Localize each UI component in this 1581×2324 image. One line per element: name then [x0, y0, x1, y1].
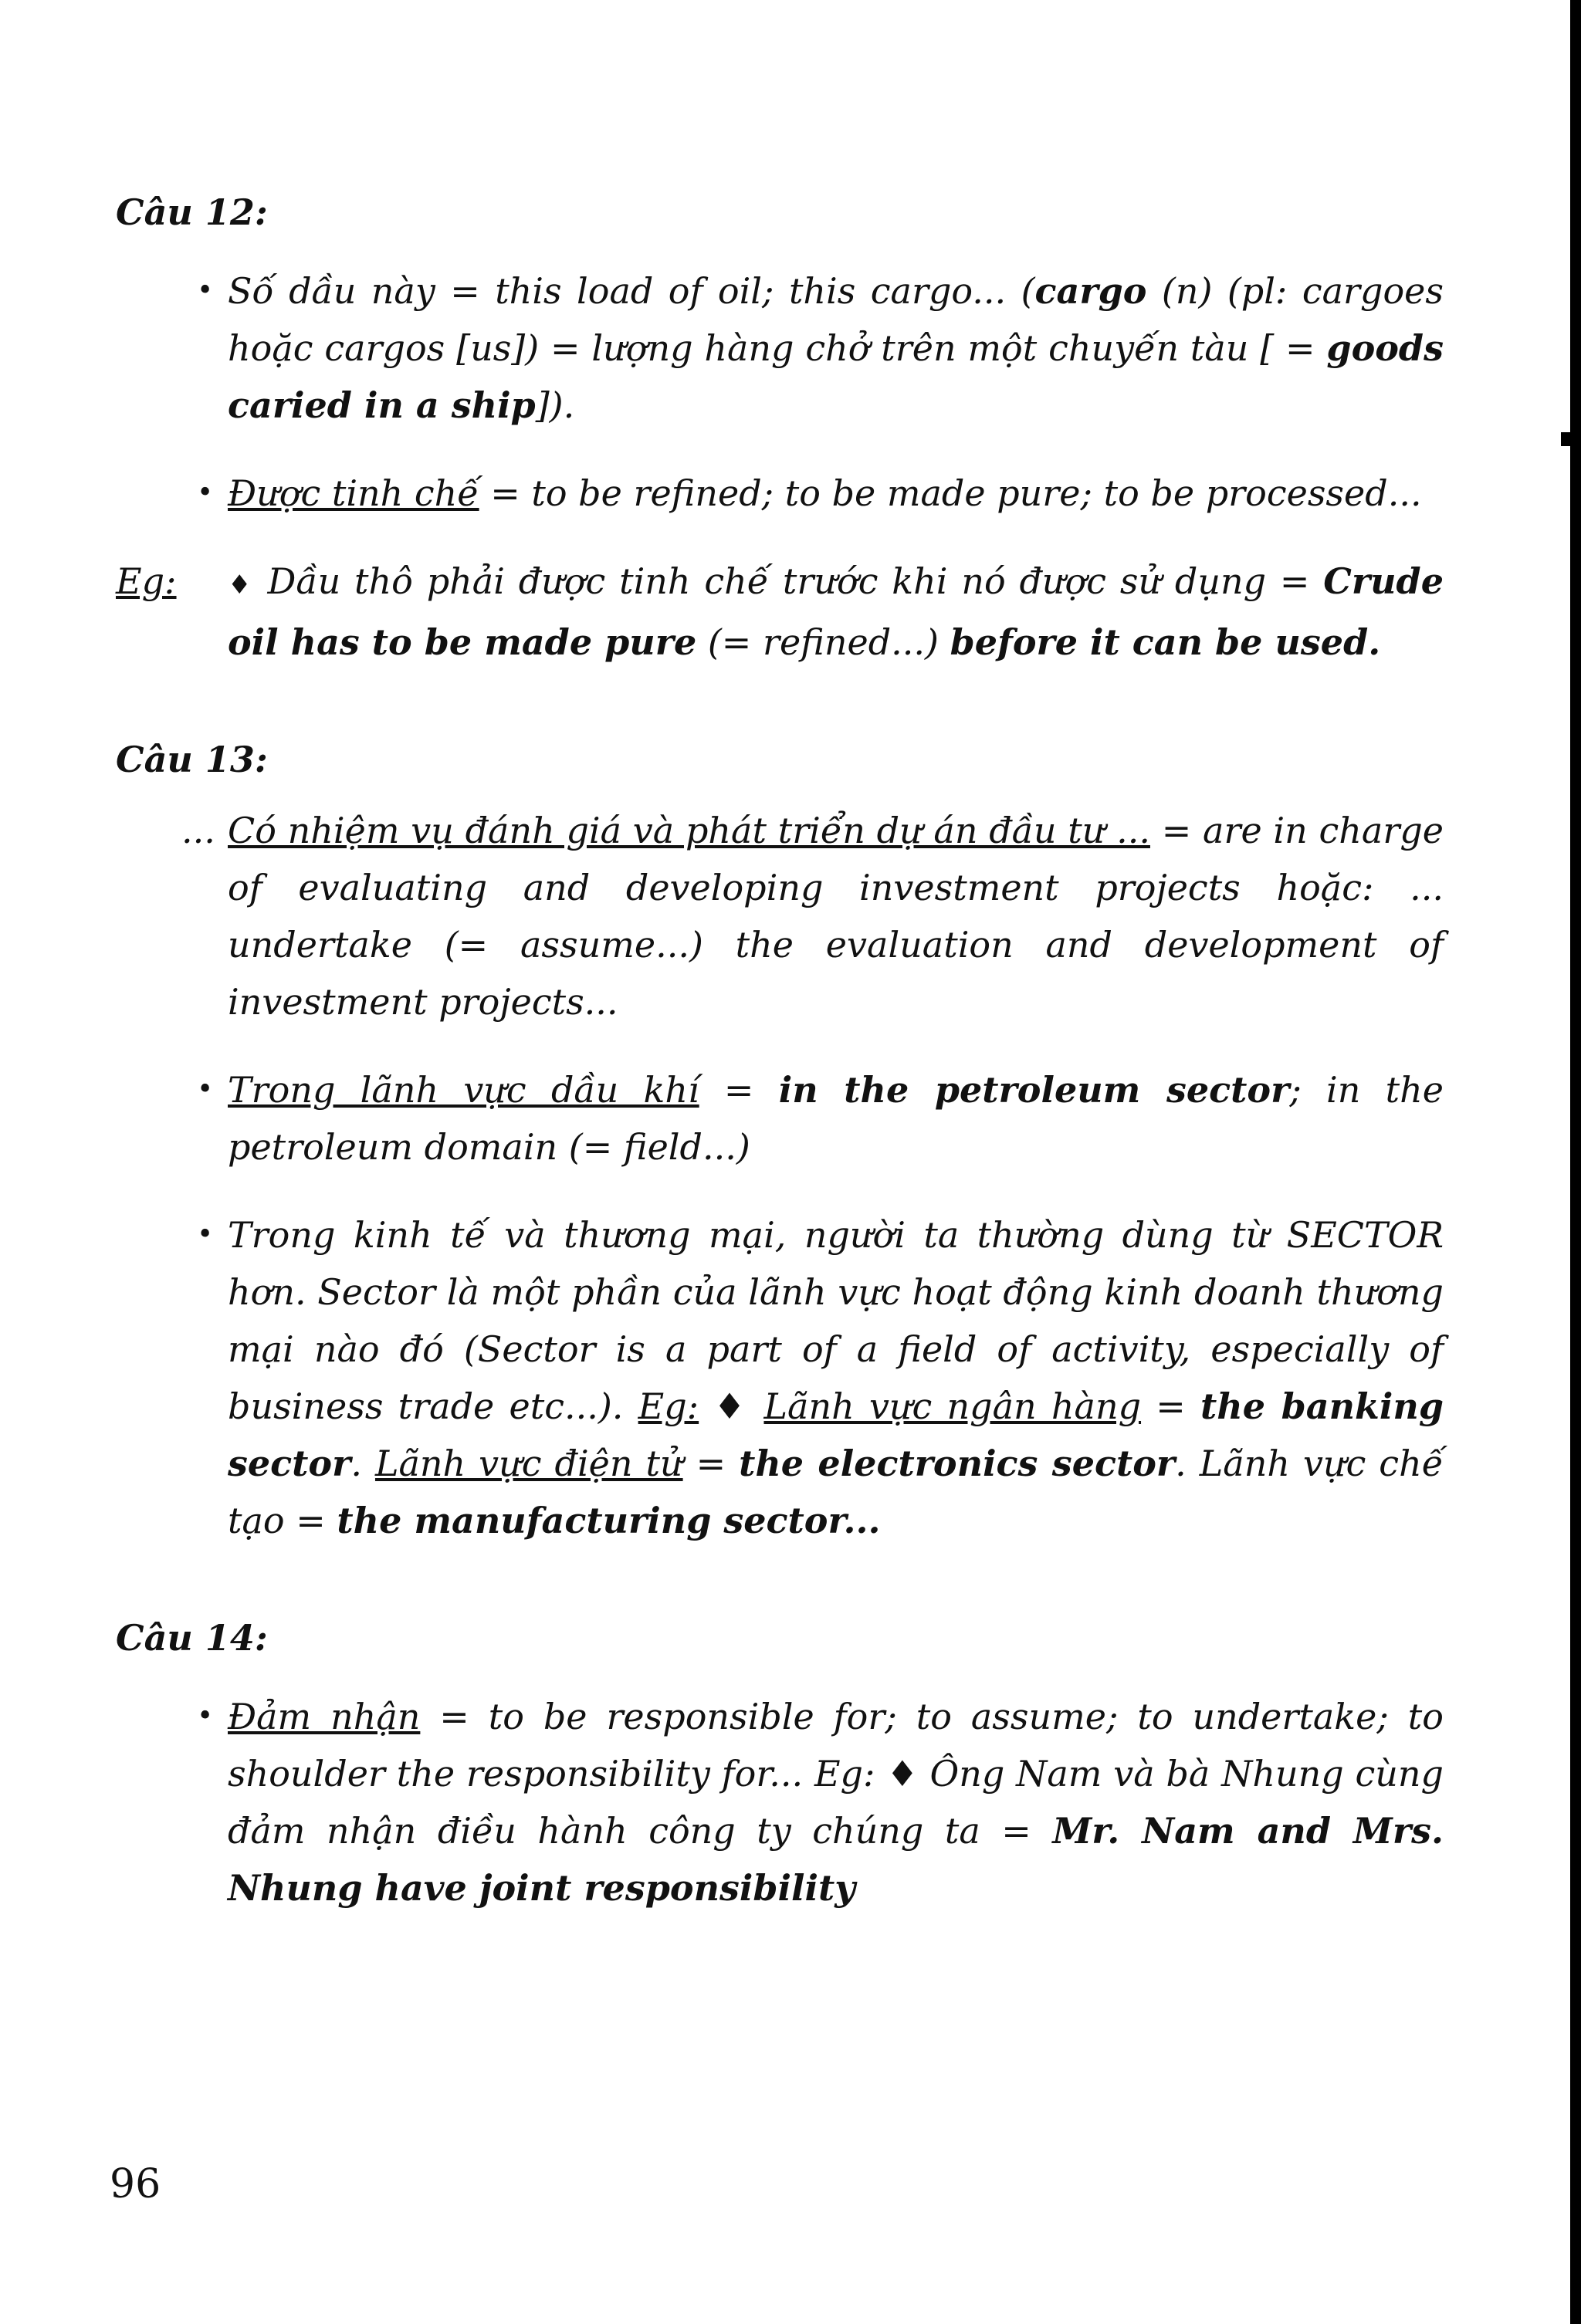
- text: =: [682, 1443, 740, 1484]
- bullet-icon: •: [197, 477, 214, 509]
- text: Trong kinh tế và thương mại, người ta thường dùng từ SECTOR hơn. Sector là một phần của lãnh vực hoạt động kinh doanh thương mại nào đó (Sector is a part of a field of activity, especially of business trade etc...).: [228, 1214, 1444, 1427]
- term: goods caried in a ship: [228, 327, 1444, 426]
- text: = to be refined; to be made pure; to be processed...: [479, 472, 1422, 514]
- bullet-item-so-dau: [116, 262, 1444, 434]
- ellipsis: ...: [181, 810, 215, 851]
- term: Trong lãnh vực dầu khí: [228, 1069, 699, 1111]
- spacer: [116, 1176, 1444, 1206]
- page-edge-bar: [1570, 0, 1581, 2324]
- term: cargo: [1034, 270, 1147, 312]
- spacer: [116, 1549, 1444, 1611]
- translation: the electronics sector: [739, 1443, 1176, 1484]
- bullet-icon: •: [197, 1219, 214, 1250]
- bullet-item-dam-nhan: [116, 1688, 1444, 1916]
- text: = are in charge of evaluating and developing investment projects hoặc: ... undertake (= assume...) the evaluation and development of investment projects...: [228, 810, 1444, 1023]
- text: ; in the petroleum domain (= field...): [228, 1069, 1444, 1168]
- example-12: [116, 553, 1444, 671]
- spacer: [116, 434, 1444, 465]
- bullet-icon: •: [197, 275, 214, 306]
- text: Dầu thô phải được tinh chế trước khi nó được sử dụng =: [253, 560, 1324, 602]
- text: = to be responsible for; to assume; to undertake; to shoulder the responsibility for... Eg: ♦ Ông Nam và bà Nhung cùng đảm nhận điều hành công ty chúng ta =: [228, 1696, 1444, 1852]
- spacer: [116, 1030, 1444, 1061]
- text: (n) (pl: cargoes hoặc cargos [us]) = lượng hàng chở trên một chuyến tàu [ =: [228, 270, 1444, 369]
- section-heading-13: Câu 13:: [116, 739, 268, 780]
- translation: the manufacturing sector...: [337, 1500, 881, 1541]
- bullet-icon: •: [197, 1700, 214, 1732]
- term: Lãnh vực ngân hàng: [763, 1385, 1142, 1427]
- spacer: [116, 671, 1444, 732]
- text: (= refined...): [696, 621, 950, 663]
- section-heading-14: Câu 14:: [116, 1617, 268, 1659]
- example-label: Eg:: [638, 1385, 699, 1427]
- bullet-item-duoc-tinh-che: [116, 465, 1444, 522]
- spacer: [116, 787, 1444, 802]
- spacer: [116, 522, 1444, 553]
- text: Số dầu này = this load of oil; this cargo... (: [228, 270, 1035, 312]
- text: . Lãnh vực chế tạo =: [228, 1443, 1444, 1541]
- translation: Mr. Nam and Mrs. Nhung have joint responsibility: [228, 1810, 1444, 1909]
- term: Được tinh chế: [228, 472, 479, 514]
- term: Đảm nhận: [228, 1696, 421, 1737]
- page-number: 96: [110, 2161, 161, 2207]
- text: .: [350, 1443, 375, 1484]
- section-heading-12: Câu 12:: [116, 191, 268, 233]
- diamond-icon: ♦: [228, 570, 254, 600]
- bullet-item-dau-khi: [116, 1061, 1444, 1176]
- text: ]).: [535, 384, 575, 426]
- lead-item-co-nhiem-vu: [116, 802, 1444, 1030]
- spacer: [116, 239, 1444, 262]
- page-edge-mark: [1561, 432, 1570, 446]
- term: Lãnh vực điện tử: [374, 1443, 683, 1484]
- example-label: Eg:: [116, 560, 177, 602]
- bullet-icon: •: [197, 1074, 214, 1105]
- term: Có nhiệm vụ đánh giá và phát triển dự án đầu tư ...: [228, 810, 1150, 851]
- diamond-icon: ♦: [699, 1385, 764, 1427]
- bullet-item-sector: [116, 1206, 1444, 1549]
- translation: before it can be used.: [950, 621, 1381, 663]
- text: =: [699, 1069, 779, 1111]
- translation: the banking sector: [228, 1385, 1444, 1484]
- text: =: [1141, 1385, 1201, 1427]
- translation: Crude oil has to be made pure: [228, 560, 1444, 663]
- page-content: [116, 185, 1444, 1916]
- translation: in the petroleum sector: [778, 1069, 1290, 1111]
- spacer: [116, 1665, 1444, 1688]
